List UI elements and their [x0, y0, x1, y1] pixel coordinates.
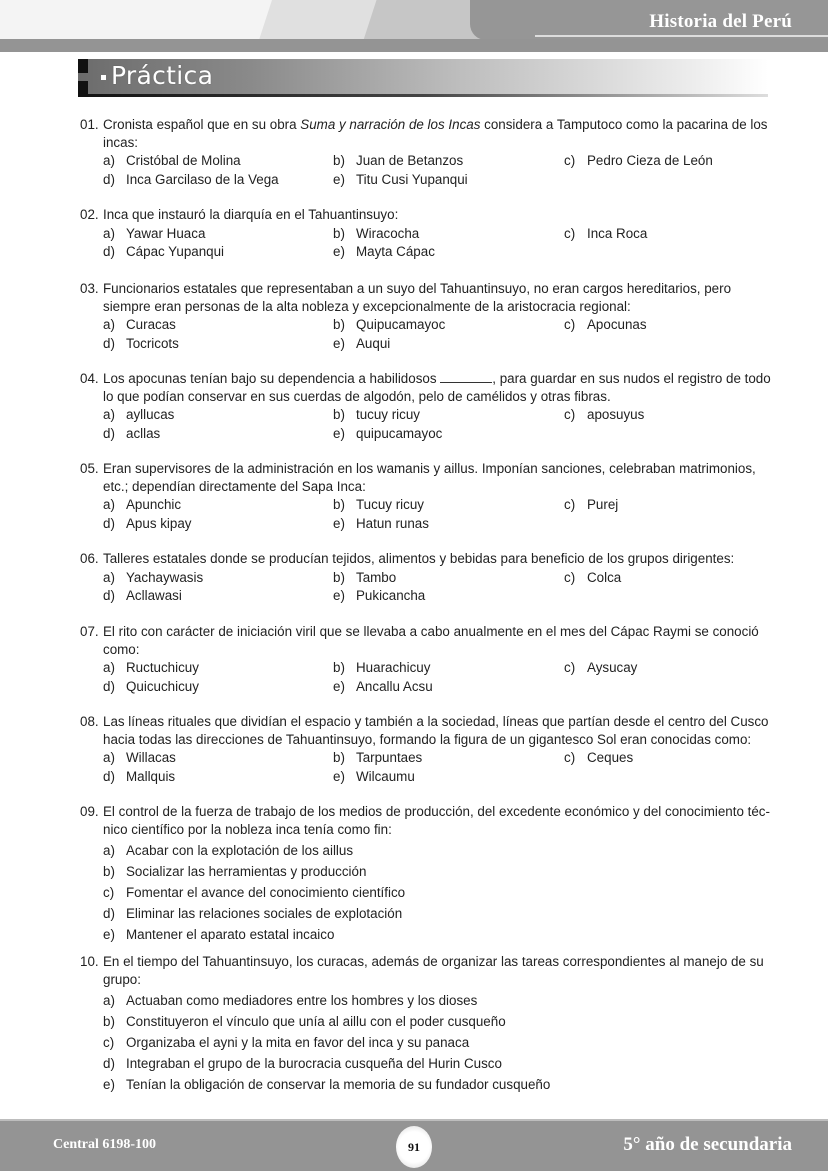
question-01: [80, 116, 772, 188]
question-stem: Cronista español que en su obra Suma y narración de los Incas considera a Tamputoco como la pacarina de los incas:: [103, 117, 768, 150]
option-b: b) Huarachicuy: [333, 660, 431, 675]
option-d: d) Cápac Yupanqui: [103, 244, 225, 259]
option-c: c) Fomentar el avance del conocimiento científico: [103, 884, 406, 900]
option-b: b) Constituyeron el vínculo que unía al aillu con el poder cusqueño: [103, 1013, 506, 1029]
question-04: [80, 370, 772, 442]
option-e: e) Wilcaumu: [333, 768, 415, 784]
option-b: b) Quipucamayoc: [333, 317, 446, 332]
option-d: d) Acllawasi: [103, 588, 182, 603]
option-a: a) Ructuchicuy: [103, 660, 199, 675]
question-number: 04.: [80, 371, 99, 386]
option-b: b) Tarpuntaes: [333, 750, 423, 765]
option-d: d) Eliminar las relaciones sociales de explotación: [103, 905, 403, 921]
question-stem: Funcionarios estatales que representaban a un suyo del Tahuantinsuyo, no eran cargos hereditarios, pero siempre eran personas de la alta nobleza y excepcionalmente de la aristocracia regional:: [103, 281, 732, 314]
option-a: a) ayllucas: [103, 407, 175, 422]
option-a: a) Yachaywasis: [103, 569, 204, 585]
question-stem: El rito con carácter de iniciación viril que se llevaba a cabo anualmente en el mes del Cápac Raymi se conoció como:: [103, 624, 759, 657]
option-e: e) Pukicancha: [333, 588, 426, 603]
option-c: c) Aysucay: [564, 660, 638, 675]
question-number: 03.: [80, 281, 99, 296]
page-header: [0, 0, 828, 52]
banner-block: [78, 59, 88, 73]
option-b: b) tucuy ricuy: [333, 407, 420, 422]
subject-title: Historia del Perú: [649, 11, 792, 32]
option-c: c) Organizaba el ayni y la mita en favor del inca y su panaca: [103, 1034, 470, 1050]
question-07: [80, 623, 772, 695]
option-b: b) Tucuy ricuy: [333, 497, 424, 512]
header-strip: [0, 39, 828, 52]
option-e: e) Titu Cusi Yupanqui: [333, 171, 468, 187]
option-a: a) Acabar con la explotación de los aillus: [103, 842, 354, 858]
question-number: 02.: [80, 207, 99, 222]
option-d: d) Tocricots: [103, 335, 179, 351]
question-number: 05.: [80, 461, 99, 476]
question-06: [80, 550, 772, 605]
option-d: d) Quicuchicuy: [103, 678, 199, 694]
question-number: 01.: [80, 117, 99, 132]
option-e: e) Ancallu Acsu: [333, 678, 433, 694]
option-c: c) Ceques: [564, 750, 634, 765]
question-03: [80, 280, 772, 352]
option-c: c) aposuyus: [564, 407, 645, 422]
option-b: b) Juan de Betanzos: [333, 153, 464, 168]
option-d: d) Inca Garcilaso de la Vega: [103, 171, 279, 187]
question-08: [80, 713, 772, 785]
option-c: c) Inca Roca: [564, 225, 648, 241]
option-e: e) quipucamayoc: [333, 425, 443, 441]
option-b: b) Wiracocha: [333, 225, 420, 241]
option-a: a) Apunchic: [103, 497, 182, 512]
banner-block: [78, 81, 88, 97]
option-a: a) Actuaban como mediadores entre los hombres y los dioses: [103, 992, 478, 1008]
bullet-icon: [101, 75, 106, 80]
question-stem: Los apocunas tenían bajo su dependencia a habilidosos , para guardar en sus nudos el registro de todo lo que podían conservar en sus cuerdas de algodón, pelo de camélidos y otras fibras.: [103, 371, 771, 404]
question-10: [80, 953, 772, 1093]
question-number: 07.: [80, 624, 99, 639]
option-c: c) Pedro Cieza de León: [564, 153, 713, 168]
question-05: [80, 460, 772, 532]
question-number: 08.: [80, 714, 99, 729]
option-d: d) acllas: [103, 425, 161, 441]
question-stem: Talleres estatales donde se producían tejidos, alimentos y bebidas para beneficio de los grupos dirigentes:: [103, 551, 735, 566]
question-stem: Eran supervisores de la administración en los wamanis y aillus. Imponían sanciones, celebraban matrimonios, etc.; dependían directamente del Sapa Inca:: [103, 461, 756, 494]
option-c: c) Apocunas: [564, 317, 647, 332]
option-c: c) Colca: [564, 569, 622, 585]
option-a: a) Cristóbal de Molina: [103, 153, 241, 168]
option-e: e) Hatun runas: [333, 515, 429, 531]
question-stem: En el tiempo del Tahuantinsuyo, los curacas, además de organizar las tareas correspondientes al manejo de su grupo:: [103, 954, 764, 987]
question-number: 06.: [80, 551, 99, 566]
option-e: e) Auqui: [333, 335, 391, 351]
option-e: e) Tenían la obligación de conservar la memoria de su fundador cusqueño: [103, 1076, 551, 1092]
section-title: Práctica: [111, 61, 214, 90]
option-d: d) Apus kipay: [103, 515, 192, 531]
grade-label: 5° año de secundaria: [623, 1134, 792, 1155]
option-d: d) Mallquis: [103, 768, 176, 784]
question-stem: Inca que instauró la diarquía en el Tahuantinsuyo:: [103, 207, 399, 222]
option-e: e) Mayta Cápac: [333, 244, 435, 259]
section-banner: [78, 59, 768, 97]
option-c: c) Purej: [564, 497, 619, 512]
page-footer: [0, 1119, 828, 1171]
option-b: b) Socializar las herramientas y producción: [103, 863, 367, 879]
fill-in-blank: [440, 372, 492, 383]
question-stem: Las líneas rituales que dividían el espacio y también a la sociedad, líneas que partían desde el centro del Cusco hacia todas las direcciones de Tahuantinsuyo, formando la figura de un gigantesco Sol eran conocidas como:: [103, 714, 769, 747]
question-number: 10.: [80, 954, 99, 969]
option-a: a) Willacas: [103, 750, 176, 765]
option-e: e) Mantener el aparato estatal incaico: [103, 926, 335, 942]
page-number-badge: 91: [396, 1126, 432, 1168]
central-phone: Central 6198-100: [53, 1137, 157, 1152]
option-d: d) Integraban el grupo de la burocracia cusqueña del Hurin Cusco: [103, 1055, 502, 1071]
book-title: Suma y narración de los Incas: [300, 117, 481, 132]
question-number: 09.: [80, 804, 99, 819]
banner-underline: [78, 94, 768, 97]
option-a: a) Curacas: [103, 317, 176, 332]
option-a: a) Yawar Huaca: [103, 225, 206, 241]
question-09: [80, 803, 772, 943]
option-b: b) Tambo: [333, 569, 397, 585]
header-rule: [535, 35, 828, 37]
question-02: [80, 206, 772, 261]
question-stem: El control de la fuerza de trabajo de los medios de producción, del excedente económico y del conocimiento téc-nico científico por la nobleza inca tenía como fin:: [103, 804, 770, 837]
